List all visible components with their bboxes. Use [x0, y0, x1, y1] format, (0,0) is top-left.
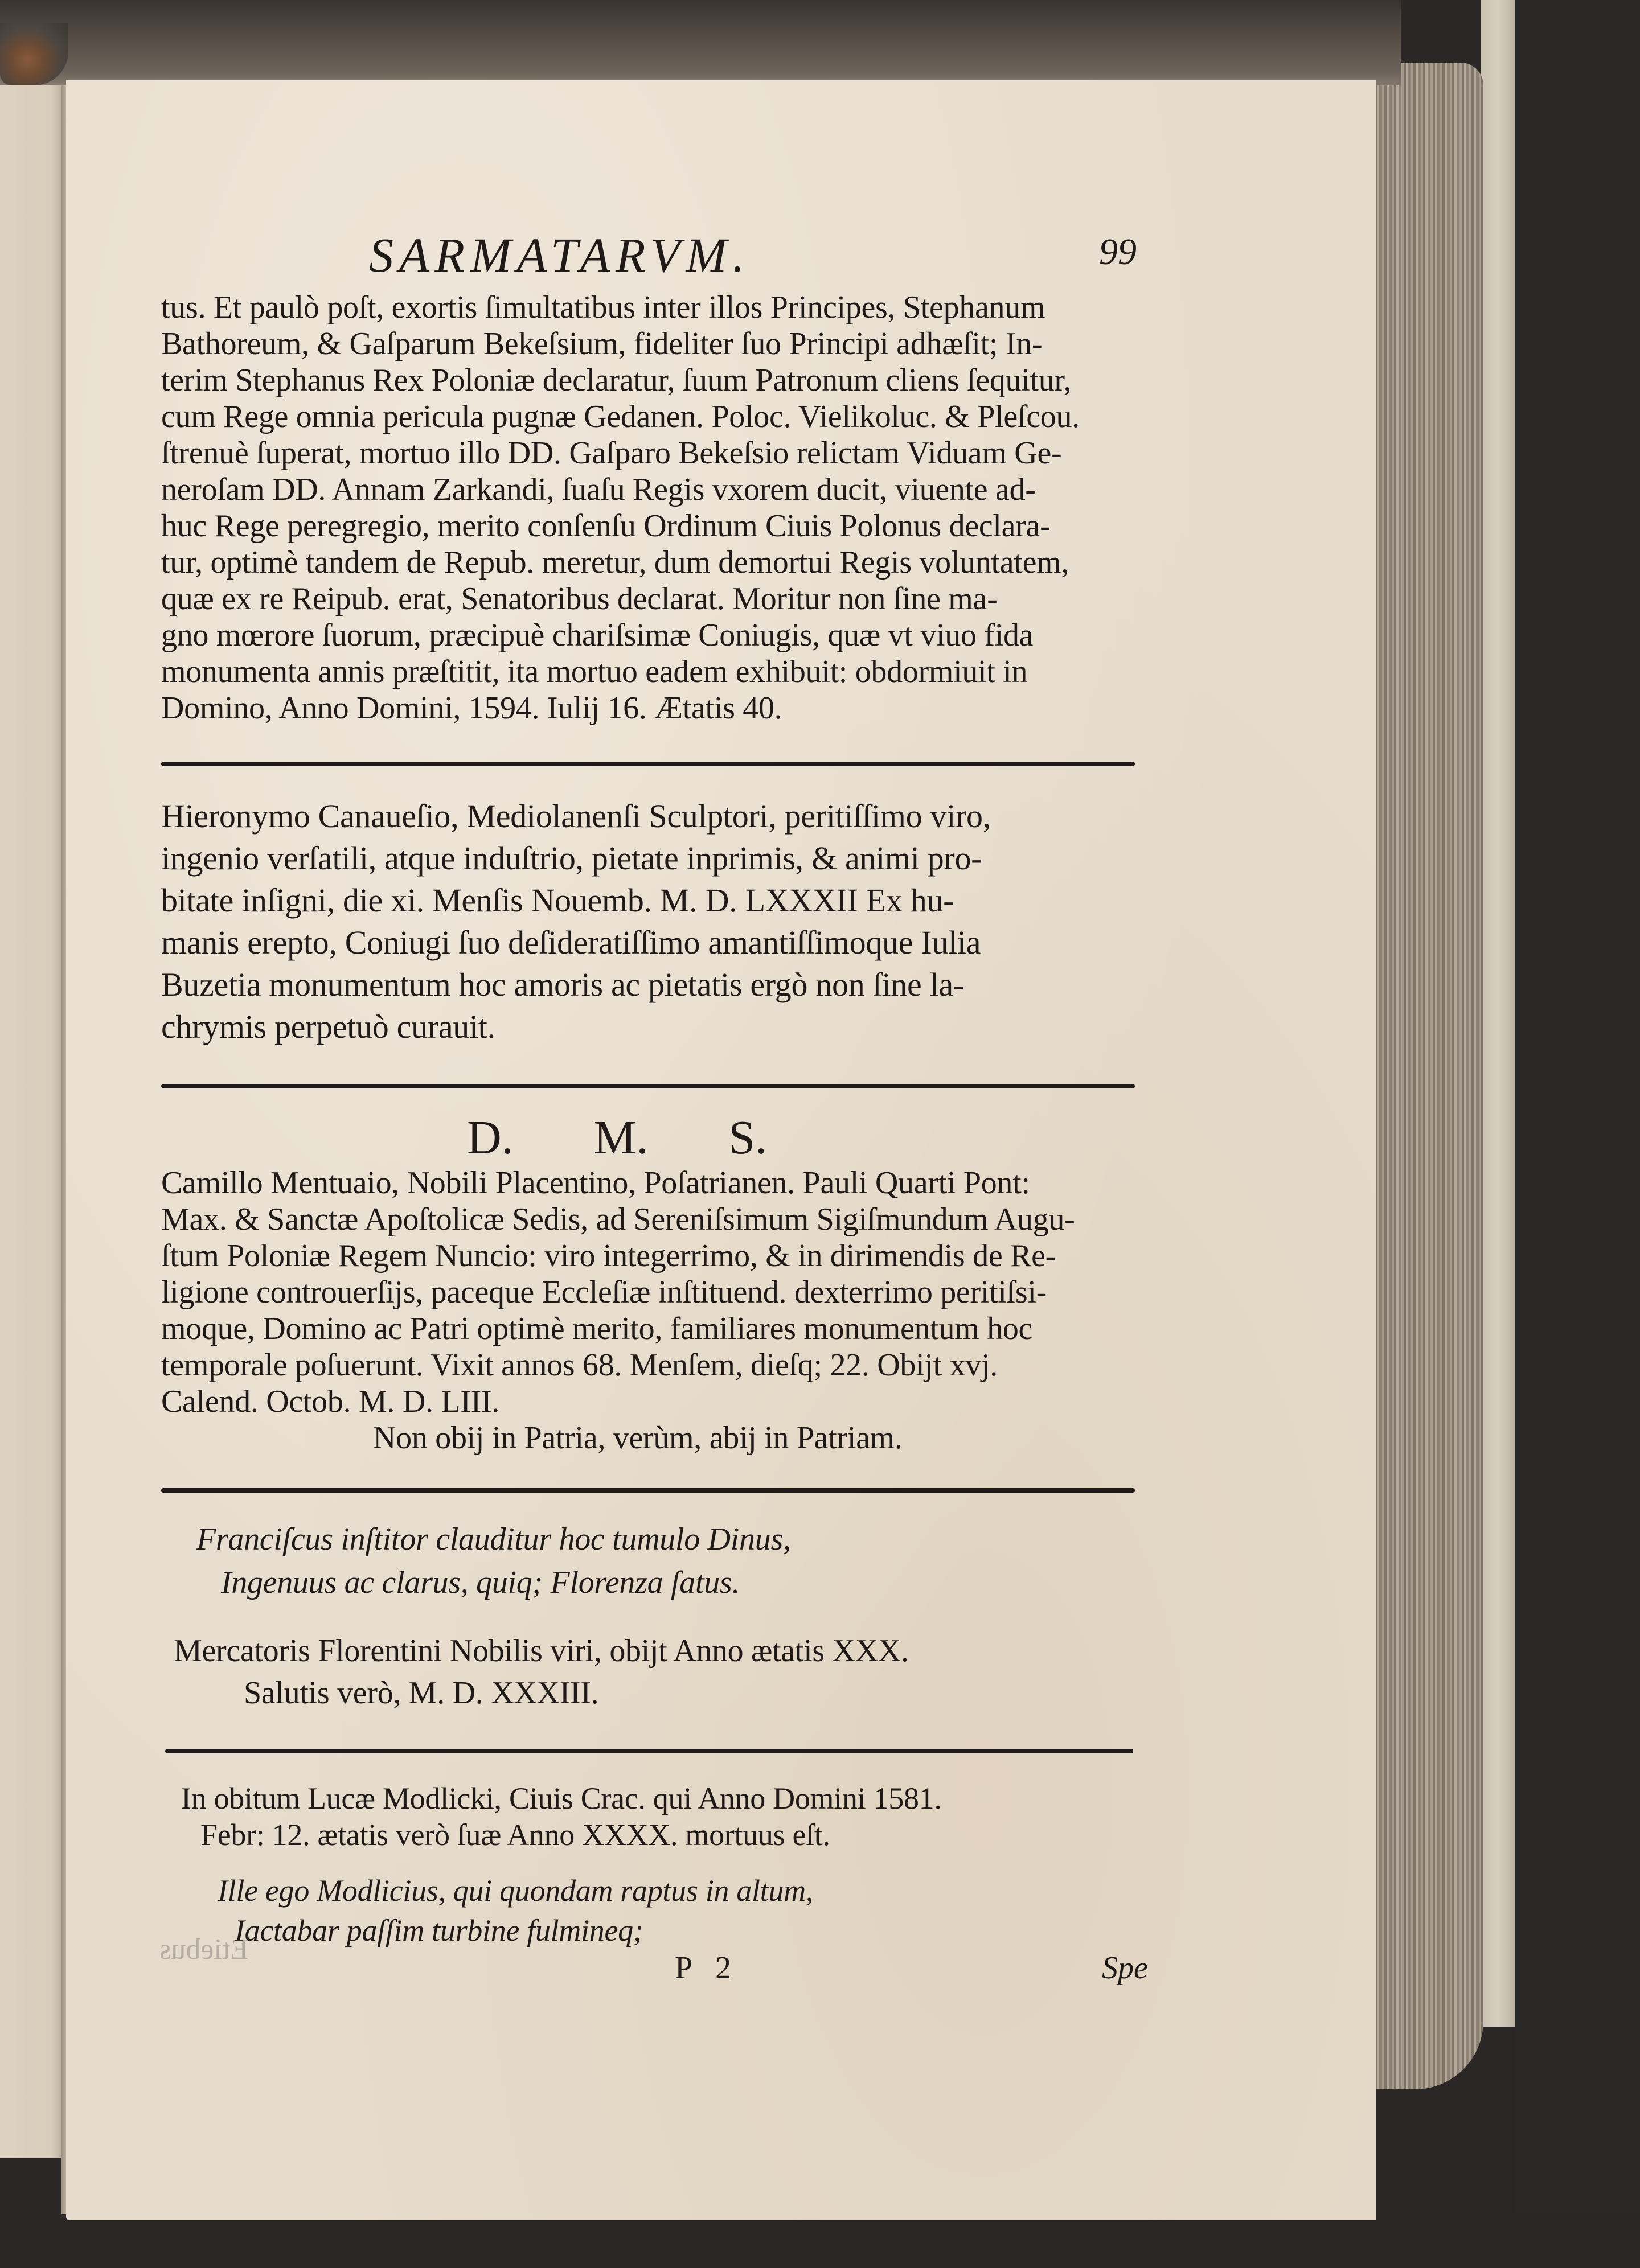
text-line: terim Stephanus Rex Poloniæ declaratur, ſuum Patronum cliens ſequitur, — [161, 363, 1072, 398]
book-cover-edge — [1481, 0, 1515, 2027]
text-line: moque, Domino ac Patri optimè merito, familiares monumentum hoc — [161, 1311, 1033, 1346]
scan-background — [1515, 0, 1640, 2268]
text-line: cum Rege omnia pericula pugnæ Gedanen. Poloc. Vielikoluc. & Pleſcou. — [161, 399, 1080, 434]
text-line: Bathoreum, & Gaſparum Bekeſsium, fideliter ſuo Principi adhæſit; In- — [161, 326, 1043, 361]
title-line: In obitum Lucæ Modlicki, Ciuis Crac. qui Anno Domini 1581. — [181, 1781, 942, 1815]
text-line: gno mœrore ſuorum, præcipuè chariſsimæ Coniugis, quæ vt viuo fida — [161, 618, 1034, 653]
verse-line: Franciſcus inſtitor clauditur hoc tumulo Dinus, — [196, 1522, 791, 1557]
text-line: ligione controuerſijs, paceque Eccleſiæ inſtituend. dexterrimo peritiſsi- — [161, 1275, 1047, 1310]
title-line: Febr: 12. ætatis verò ſuæ Anno XXXX. mortuus eſt. — [200, 1818, 830, 1852]
running-head: SARMATARVM. — [369, 228, 751, 282]
page-fore-edge — [1370, 63, 1483, 2089]
section-divider — [165, 1749, 1133, 1753]
section-divider — [161, 1488, 1135, 1493]
text-line: tur, optimè tandem de Repub. meretur, dum demortui Regis voluntatem, — [161, 545, 1069, 580]
page-number: 99 — [1099, 231, 1137, 273]
text-line: tus. Et paulò poſt, exortis ſimultatibus inter illos Principes, Stephanum — [161, 290, 1046, 325]
text-line: chrymis perpetuò curauit. — [161, 1008, 495, 1045]
text-line: huc Rege peregregio, merito conſenſu Ordinum Ciuis Polonus declara- — [161, 508, 1051, 544]
text-line: Calend. Octob. M. D. LIII. — [161, 1384, 500, 1419]
text-line: temporale poſuerunt. Vixit annos 68. Menſem, dieſq; 22. Obijt xvj. — [161, 1347, 998, 1383]
section-divider — [161, 1084, 1135, 1088]
text-line: quæ ex re Reipub. erat, Senatoribus declarat. Moritur non ſine ma- — [161, 581, 998, 617]
section-divider — [161, 762, 1135, 766]
text-line: Domino, Anno Domini, 1594. Iulij 16. Ætatis 40. — [161, 691, 782, 726]
verse-line: Ingenuus ac clarus, quiq; Florenza ſatus. — [221, 1565, 740, 1600]
verse-line: Iactabar paſſim turbine fulmineq; — [235, 1913, 643, 1947]
text-line: Max. & Sanctæ Apoſtolicæ Sedis, ad Sereniſsimum Sigiſmundum Augu- — [161, 1202, 1075, 1237]
closing-line: Non obij in Patria, verùm, abij in Patriam. — [373, 1420, 903, 1456]
text-line: monumenta annis præſtitit, ita mortuo eadem exhibuit: obdormiuit in — [161, 654, 1028, 689]
text-line: Camillo Mentuaio, Nobili Placentino, Poſatrianen. Pauli Quarti Pont: — [161, 1165, 1030, 1201]
text-line: neroſam DD. Annam Zarkandi, ſuaſu Regis vxorem ducit, viuente ad- — [161, 472, 1036, 507]
text-line: Buzetia monumentum hoc amoris ac pietatis ergò non ſine la- — [161, 966, 964, 1003]
text-line: ſtrenuè ſuperat, mortuo illo DD. Gaſparo Bekeſsio relictam Viduam Ge- — [161, 435, 1062, 471]
signature-mark: P 2 — [675, 1950, 740, 1986]
text-line: ſtum Poloniæ Regem Nuncio: viro integerrimo, & in dirimendis de Re- — [161, 1238, 1056, 1273]
facing-page-edge — [0, 85, 64, 2158]
text-line: bitate inſigni, die xi. Menſis Nouemb. M. D. LXXXII Ex hu- — [161, 882, 954, 919]
scan-background-bottom — [0, 2214, 1640, 2268]
verse-line: Ille ego Modlicius, qui quondam raptus in altum, — [218, 1873, 814, 1908]
dms-heading: D. M. S. — [467, 1111, 768, 1164]
catchword: Spe — [1102, 1950, 1148, 1986]
text-line: ingenio verſatili, atque induſtrio, pietate inprimis, & animi pro- — [161, 840, 982, 877]
bleed-through-text: Etiebus — [159, 1933, 248, 1966]
text-line: manis erepto, Coniugi ſuo deſideratiſſimo amantiſſimoque Iulia — [161, 924, 981, 961]
text-line: Mercatoris Florentini Nobilis viri, obijt Anno ætatis XXX. — [174, 1633, 909, 1669]
book-top-edge — [0, 0, 1401, 85]
text-line: Hieronymo Canaueſio, Mediolanenſi Sculptori, peritiſſimo viro, — [161, 798, 991, 835]
text-line: Salutis verò, M. D. XXXIII. — [244, 1675, 599, 1711]
